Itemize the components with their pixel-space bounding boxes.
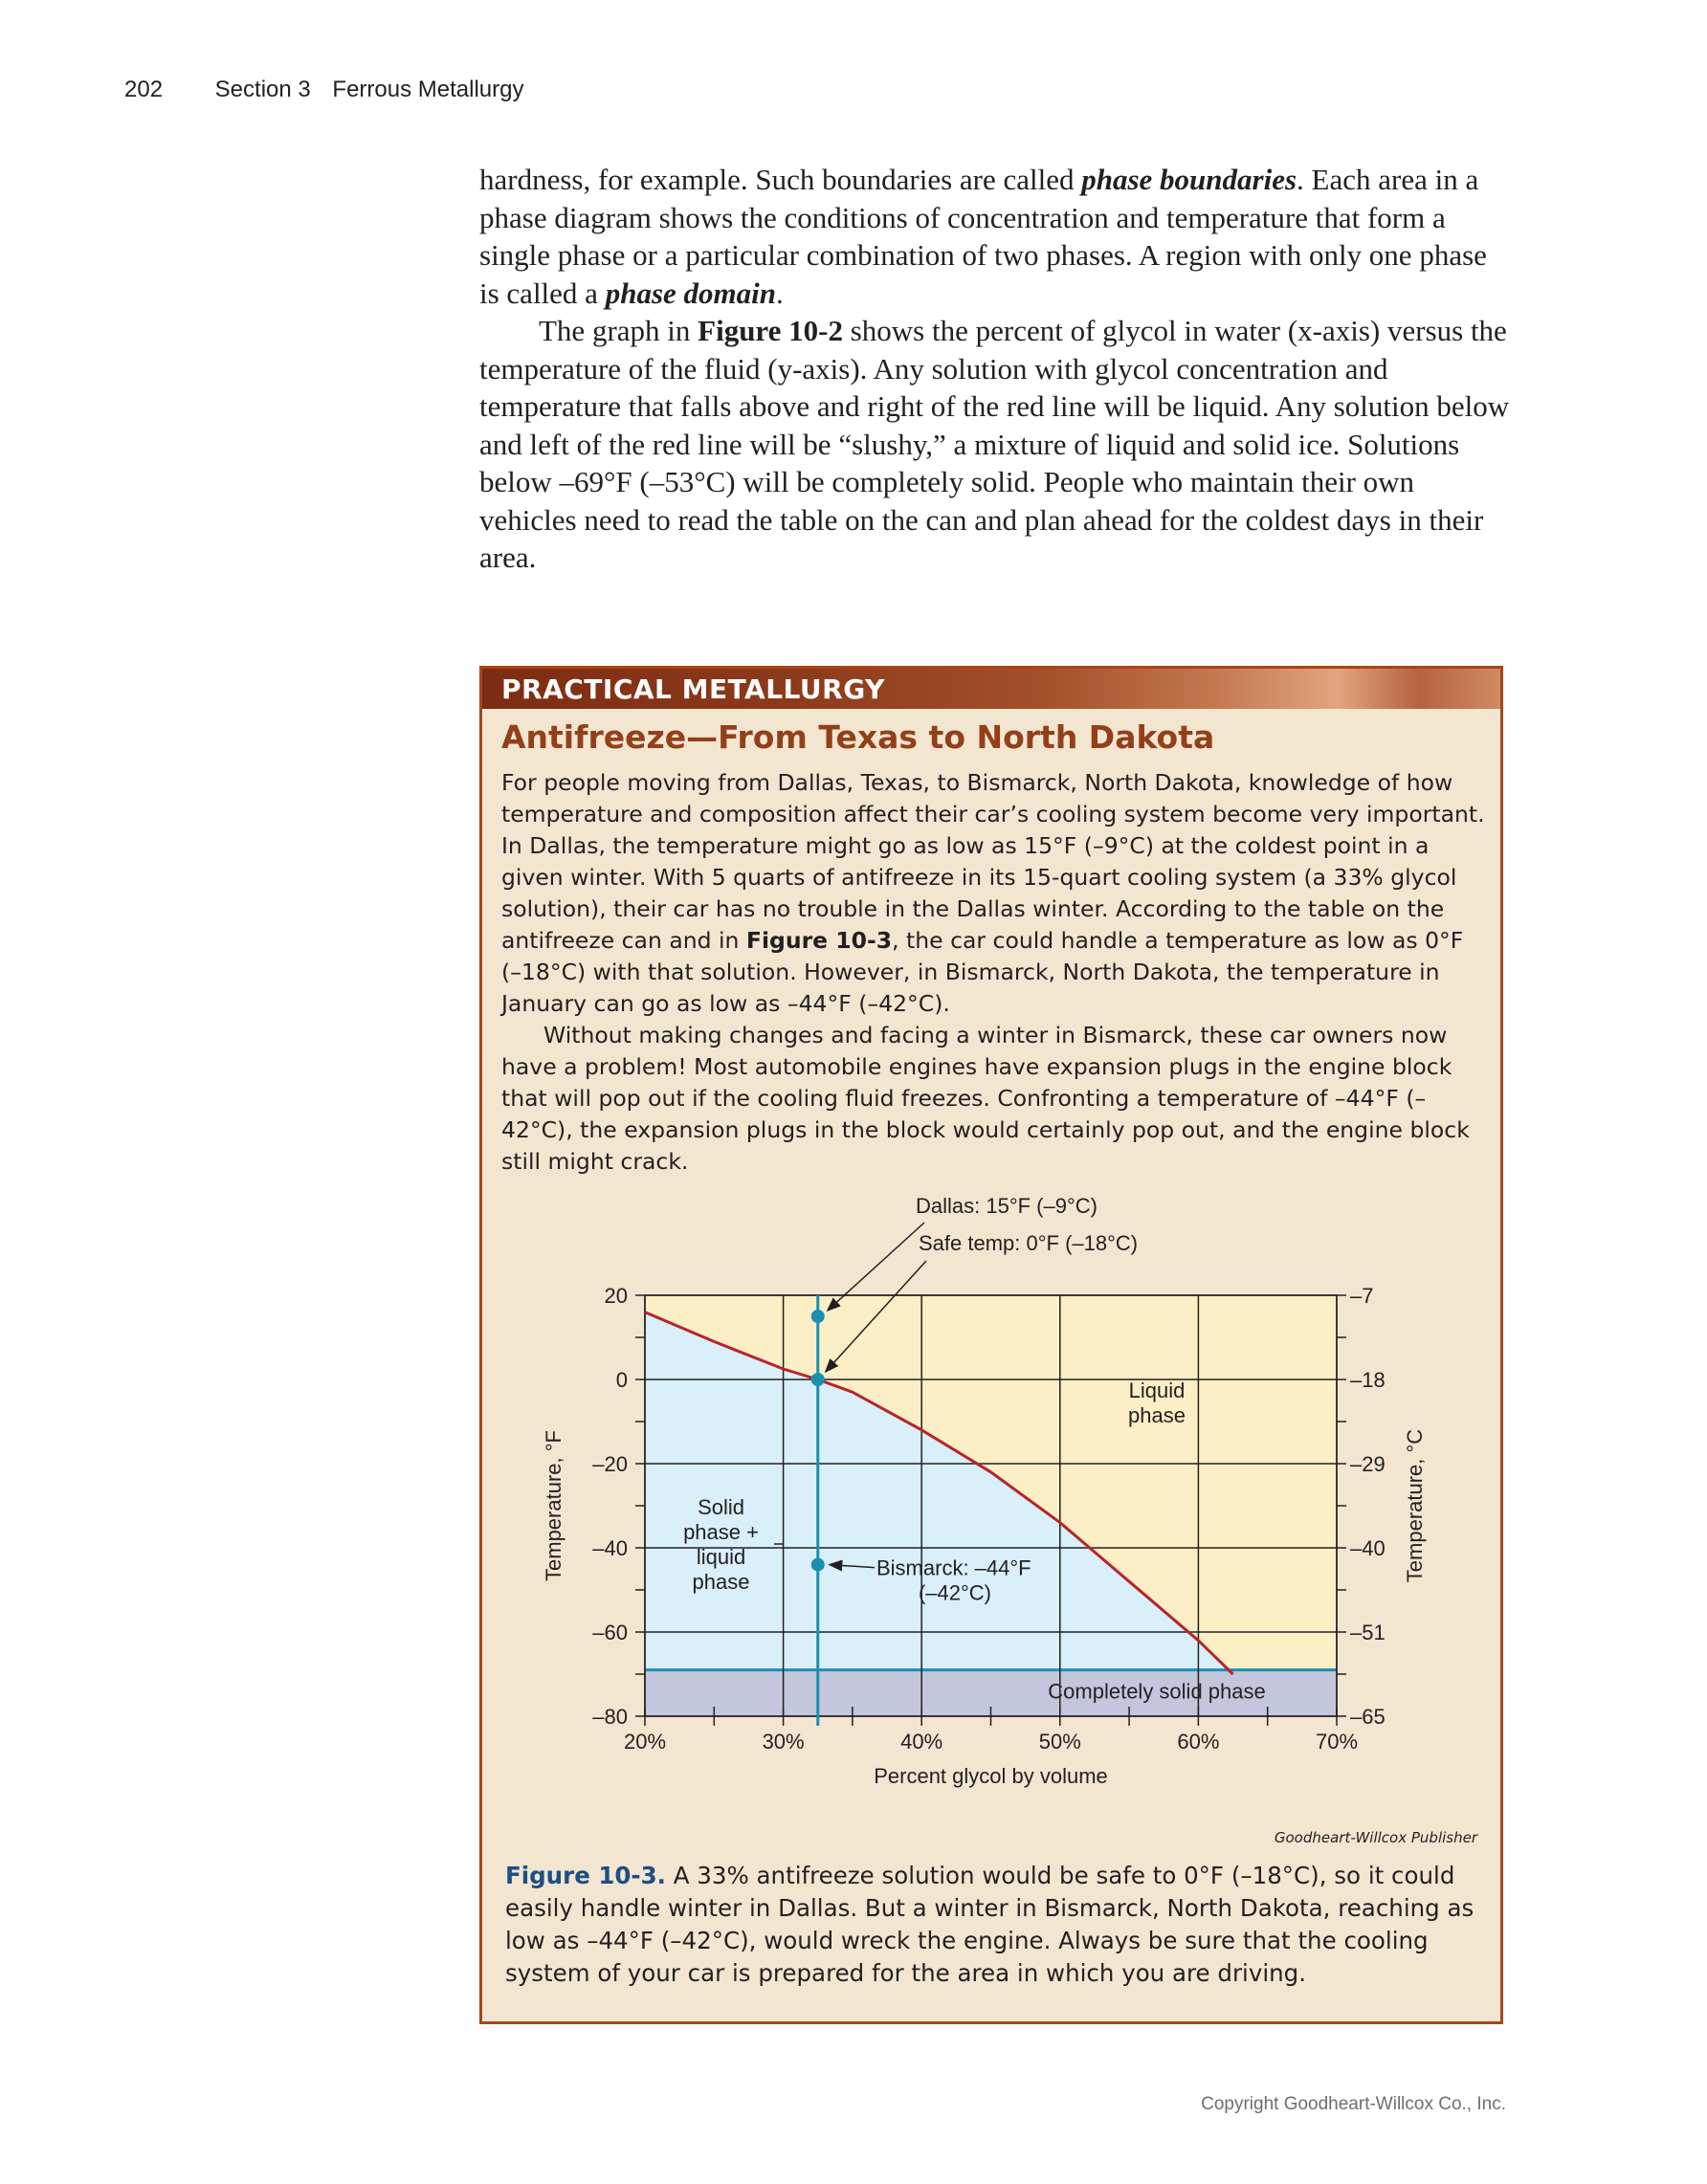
bismarck-annotation-1: Bismarck: –44°F xyxy=(876,1555,1031,1580)
data-point-1 xyxy=(811,1373,825,1386)
body-paragraph-2: The graph in Figure 10-2 shows the percent of glycol in water (x-axis) versus the temperature of the fluid (y-axis). Any solution with glycol concentration and temperature that falls above and right of the red line will be liquid. Any solution below and left of the red line will be “slushy,” a mixture of liquid and solid ice. Solutions below –69°F (–53°C) will be completely solid. People who maintain their own vehicles need to read the table on the can and plan ahead for the coldest days in their area. xyxy=(479,314,1510,574)
slush-label-2: phase + xyxy=(683,1519,759,1544)
body-text xyxy=(479,161,1513,577)
y-right-tick-label: –7 xyxy=(1350,1284,1374,1308)
y-right-tick-label: –40 xyxy=(1350,1536,1386,1560)
feature-title: Antifreeze—From Texas to North Dakota xyxy=(501,718,1215,756)
figure-caption xyxy=(505,1860,1481,1990)
y-tick-label: –40 xyxy=(592,1536,628,1560)
caption-text: A 33% antifreeze solution would be safe to 0°F (–18°C), so it could easily handle winter in Dallas. But a winter in Bismarck, North Dakota, reaching as low as –44°F (–42°C), would wreck the engine. Always be sure that the cooling system of your car is prepared for the area in which you are driving. xyxy=(505,1862,1474,1987)
chapter-title: Ferrous Metallurgy xyxy=(332,77,524,102)
y-right-tick-label: –29 xyxy=(1350,1452,1386,1476)
liquid-phase-label-2: phase xyxy=(1128,1403,1186,1427)
y-tick-label: –60 xyxy=(592,1621,628,1644)
data-point-2 xyxy=(811,1558,825,1572)
section-label: Section 3 xyxy=(214,77,311,102)
body-paragraph-1: hardness, for example. Such boundaries are called phase boundaries. Each area in a phase diagram shows the conditions of concentration and temperature that form a single phase or a particular combination of two phases. A region with only one phase is called a phase domain. xyxy=(479,163,1487,310)
feature-body xyxy=(501,767,1487,1178)
term-phase-domain: phase domain xyxy=(605,276,776,310)
bismarck-annotation-2: (–42°C) xyxy=(918,1580,992,1605)
slush-label-3: liquid xyxy=(696,1544,746,1569)
caption-label: Figure 10-3. xyxy=(505,1862,666,1889)
banner-label: PRACTICAL METALLURGY xyxy=(501,673,885,705)
feature-figure-reference: Figure 10-3 xyxy=(745,927,893,954)
y-right-tick-label: –51 xyxy=(1350,1621,1386,1644)
figure-credit: Goodheart-Willcox Publisher xyxy=(1274,1829,1477,1846)
y-tick-label: –20 xyxy=(592,1452,628,1476)
solid-phase-label: Completely solid phase xyxy=(1048,1679,1266,1704)
x-tick-label: 40% xyxy=(900,1730,943,1754)
y-tick-label: –80 xyxy=(592,1705,628,1729)
page-number: 202 xyxy=(124,77,164,102)
y-right-tick-label: –65 xyxy=(1350,1705,1386,1729)
y-right-tick-label: –18 xyxy=(1350,1368,1386,1392)
term-phase-boundaries: phase boundaries xyxy=(1081,163,1297,196)
x-tick-label: 20% xyxy=(623,1730,667,1754)
x-tick-label: 70% xyxy=(1315,1730,1359,1754)
y-axis-label-right: Temperature, °C xyxy=(1403,1428,1427,1583)
x-axis-label: Percent glycol by volume xyxy=(874,1764,1108,1788)
x-tick-label: 30% xyxy=(762,1730,805,1754)
safe-temp-annotation: Safe temp: 0°F (–18°C) xyxy=(919,1231,1139,1255)
practical-metallurgy-box xyxy=(479,666,1503,2024)
feature-banner xyxy=(482,669,1500,709)
chart-svg xyxy=(482,1190,1500,1850)
dallas-annotation: Dallas: 15°F (–9°C) xyxy=(916,1194,1097,1218)
liquid-phase-label: Liquid xyxy=(1128,1379,1186,1402)
slush-label-4: phase xyxy=(692,1569,750,1594)
antifreeze-phase-chart xyxy=(482,1190,1500,1850)
feature-paragraph-2: Without making changes and facing a winter in Bismarck, these car owners now have a problem! Most automobile engines have expansion plugs in the engine block that will pop out if the cooling fluid freezes. Confronting a temperature of –44°F (–42°C), the expansion plugs in the block would certainly pop out, and the engine block still might crack. xyxy=(501,1022,1470,1175)
figure-reference: Figure 10-2 xyxy=(698,314,843,347)
slush-label-1: Solid xyxy=(698,1494,744,1519)
data-point-0 xyxy=(811,1310,825,1323)
y-tick-label: 0 xyxy=(615,1368,628,1392)
x-tick-label: 60% xyxy=(1177,1730,1220,1754)
running-head xyxy=(124,77,523,103)
y-tick-label: 20 xyxy=(604,1284,628,1308)
copyright-notice: Copyright Goodheart-Willcox Co., Inc. xyxy=(1201,2094,1506,2114)
y-axis-label: Temperature, °F xyxy=(542,1430,565,1581)
x-tick-label: 50% xyxy=(1038,1730,1081,1754)
feature-paragraph-1: For people moving from Dallas, Texas, to Bismarck, North Dakota, knowledge of how temperature and composition affect their car’s cooling system become very important. In Dallas, the temperature might go as low as 15°F (–9°C) at the coldest point in a given winter. With 5 quarts of antifreeze in its 15-quart cooling system (a 33% glycol solution), their car has no trouble in the Dallas winter. According to the table on the antifreeze can and in Figure 10-3, the car could handle a temperature as low as 0°F (–18°C) with that solution. However, in Bismarck, North Dakota, the temperature in January can go as low as –44°F (–42°C). xyxy=(501,769,1485,1017)
